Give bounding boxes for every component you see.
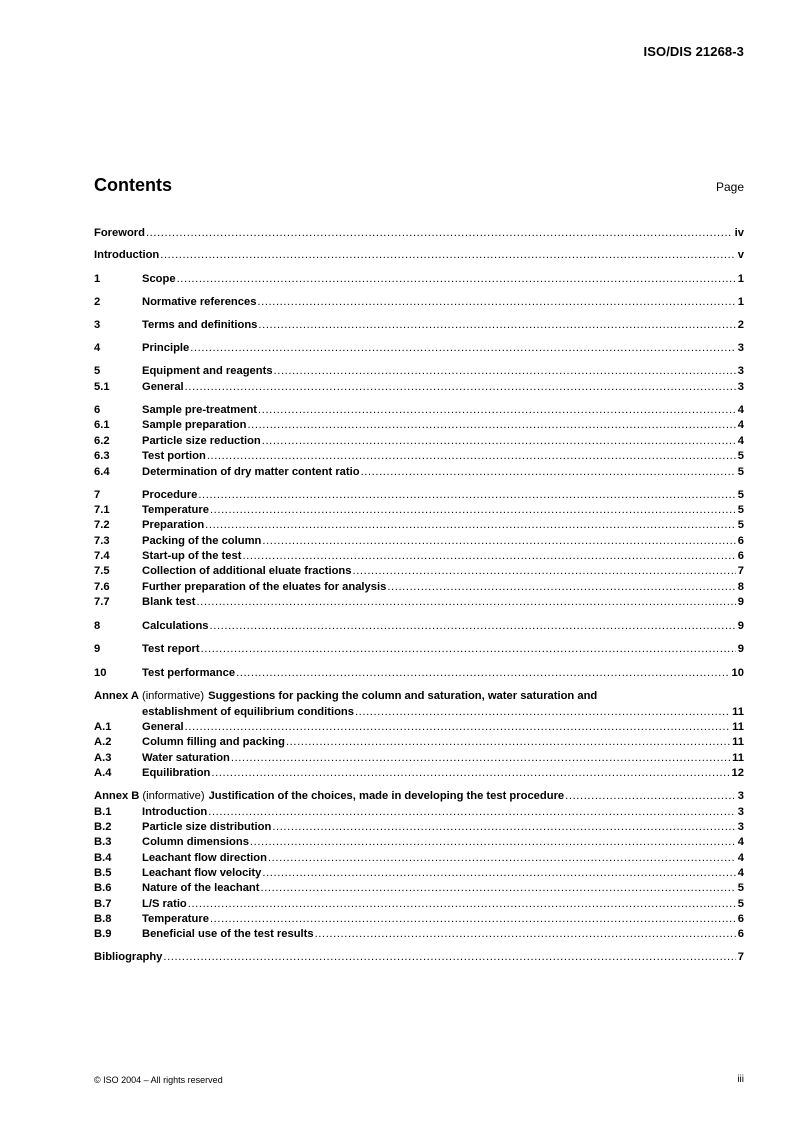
toc-entry-title[interactable]: Particle size reduction — [142, 435, 261, 447]
toc-entry-title[interactable]: Normative references — [142, 296, 257, 308]
toc-entry[interactable] — [94, 403, 744, 417]
annex-a-heading[interactable] — [94, 689, 744, 703]
toc-entry-number: A.2 — [94, 736, 112, 748]
dot-leader — [190, 341, 736, 355]
toc-entry-page[interactable]: 12 — [731, 767, 744, 779]
toc-entry-title[interactable]: Collection of additional eluate fractions — [142, 565, 352, 577]
toc-entry[interactable] — [94, 449, 744, 463]
toc-entry-page[interactable]: 5 — [737, 489, 744, 501]
toc-entry-number: 8 — [94, 620, 101, 632]
dot-leader — [262, 434, 736, 448]
dot-leader — [146, 226, 733, 240]
toc-entry-number: 6 — [94, 404, 101, 416]
toc-entry-number: B.7 — [94, 898, 112, 910]
toc-entry[interactable] — [94, 418, 744, 432]
dot-leader — [188, 897, 736, 911]
annex-a-heading-continuation[interactable] — [94, 705, 744, 719]
toc-entry-page[interactable]: 3 — [737, 381, 744, 393]
toc-entry-page[interactable]: v — [737, 249, 744, 261]
dot-leader — [272, 820, 735, 834]
dot-leader — [207, 449, 736, 463]
toc-entry[interactable] — [94, 318, 744, 332]
annex-label: Annex A — [94, 690, 139, 702]
dot-leader — [250, 835, 736, 849]
toc-entry[interactable] — [94, 666, 744, 680]
toc-entry-page[interactable]: 6 — [737, 550, 744, 562]
toc-entry-number: 6.3 — [94, 450, 110, 462]
toc-entry-title[interactable]: Equilibration — [142, 767, 211, 779]
dot-leader — [242, 549, 735, 563]
toc-entry-number: 7.5 — [94, 565, 110, 577]
toc-entry-number: B.6 — [94, 882, 112, 894]
toc-entry-number: B.3 — [94, 836, 112, 848]
toc-entry-title[interactable]: Calculations — [142, 620, 209, 632]
toc-entry-title[interactable]: Test portion — [142, 450, 206, 462]
toc-entry-number: 9 — [94, 643, 101, 655]
toc-entry-title[interactable]: Particle size distribution — [142, 821, 272, 833]
toc-entry[interactable] — [94, 897, 744, 911]
dot-leader — [185, 720, 731, 734]
toc-entry-title[interactable]: Packing of the column — [142, 535, 262, 547]
toc-entry[interactable] — [94, 595, 744, 609]
toc-entry-page[interactable]: 8 — [737, 581, 744, 593]
dot-leader — [210, 503, 736, 517]
toc-entry[interactable] — [94, 503, 744, 517]
toc-entry-number: 6.4 — [94, 466, 110, 478]
annex-informative-tag: (informative) — [142, 790, 205, 802]
toc-entry-title[interactable]: Blank test — [142, 596, 196, 608]
toc-entry[interactable] — [94, 549, 744, 563]
toc-entry-title[interactable]: Temperature — [142, 504, 209, 516]
dot-leader — [198, 488, 735, 502]
document-id-header: ISO/DIS 21268-3 — [643, 44, 744, 59]
toc-entry-page[interactable]: 9 — [737, 643, 744, 655]
toc-entry[interactable] — [94, 866, 744, 880]
dot-leader — [201, 642, 736, 656]
contents-heading: Contents — [94, 175, 172, 195]
dot-leader — [211, 766, 729, 780]
toc-entry-page[interactable]: 3 — [737, 790, 744, 802]
toc-entry-number: A.4 — [94, 767, 112, 779]
toc-entry[interactable] — [94, 720, 744, 734]
toc-entry-title[interactable]: Start-up of the test — [142, 550, 242, 562]
toc-entry-title[interactable]: Temperature — [142, 913, 209, 925]
toc-entry-title[interactable]: Water saturation — [142, 752, 230, 764]
dot-leader — [387, 580, 735, 594]
dot-leader — [163, 950, 735, 964]
toc-entry-number: 7.2 — [94, 519, 110, 531]
toc-entry-page[interactable]: 6 — [737, 928, 744, 940]
toc-entry[interactable] — [94, 851, 744, 865]
toc-entry-title[interactable]: Leachant flow direction — [142, 852, 267, 864]
toc-entry-title[interactable]: Determination of dry matter content ratio — [142, 466, 360, 478]
annex-informative-tag: (informative) — [141, 690, 205, 702]
dot-leader — [231, 751, 730, 765]
toc-entry-number: 3 — [94, 319, 101, 331]
toc-entry-page[interactable]: 3 — [737, 821, 744, 833]
toc-entry-number: B.2 — [94, 821, 112, 833]
toc-entry-title[interactable]: Equipment and reagents — [142, 365, 273, 377]
toc-entry-number: 6.2 — [94, 435, 110, 447]
toc-entry-page[interactable]: 6 — [737, 535, 744, 547]
toc-entry-page[interactable]: 4 — [737, 867, 744, 879]
toc-entry-number: B.5 — [94, 867, 112, 879]
annex-title-continuation[interactable]: establishment of equilibrium conditions — [142, 706, 354, 718]
toc-entry-number: 5 — [94, 365, 101, 377]
dot-leader — [361, 465, 736, 479]
toc-entry[interactable] — [94, 805, 744, 819]
toc-entry[interactable] — [94, 735, 744, 749]
toc-entry-number: B.9 — [94, 928, 112, 940]
dot-leader — [315, 927, 736, 941]
toc-entry[interactable] — [94, 564, 744, 578]
dot-leader — [247, 418, 735, 432]
toc-entry[interactable] — [94, 465, 744, 479]
dot-leader — [286, 735, 730, 749]
toc-entry-title[interactable]: Further preparation of the eluates for analysis — [142, 581, 387, 593]
dot-leader — [274, 364, 736, 378]
dot-leader — [236, 666, 729, 680]
toc-entry[interactable] — [94, 226, 744, 240]
toc-entry[interactable] — [94, 248, 744, 262]
toc-entry-title[interactable]: Introduction — [94, 249, 160, 261]
toc-entry-number: 1 — [94, 273, 101, 285]
toc-entry-page[interactable]: 5 — [737, 450, 744, 462]
toc-entry-title[interactable]: Procedure — [142, 489, 198, 501]
toc-entry-title[interactable]: Sample preparation — [142, 419, 247, 431]
toc-entry[interactable] — [94, 835, 744, 849]
toc-entry-title[interactable]: Scope — [142, 273, 176, 285]
toc-entry-number: 4 — [94, 342, 101, 354]
footer-page-number: iii — [737, 1074, 744, 1085]
toc-entry-title[interactable]: Column dimensions — [142, 836, 249, 848]
toc-entry-page[interactable]: 2 — [737, 319, 744, 331]
toc-entry-title[interactable]: Sample pre-treatment — [142, 404, 258, 416]
dot-leader — [268, 851, 736, 865]
toc-entry-number: B.1 — [94, 806, 112, 818]
dot-leader — [258, 318, 735, 332]
toc-entry-page[interactable]: 7 — [737, 565, 744, 577]
toc-entry-title[interactable]: L/S ratio — [142, 898, 187, 910]
toc-entry-number: 7.7 — [94, 596, 110, 608]
toc-entry-page[interactable]: 9 — [737, 596, 744, 608]
toc-entry-number: B.4 — [94, 852, 112, 864]
toc-entry[interactable] — [94, 534, 744, 548]
toc-entry[interactable] — [94, 434, 744, 448]
toc-entry-title[interactable]: Principle — [142, 342, 190, 354]
toc-entry-page[interactable]: 9 — [737, 620, 744, 632]
toc-entry-title[interactable]: Terms and definitions — [142, 319, 258, 331]
toc-entry-page[interactable]: 5 — [737, 504, 744, 516]
toc-entry-number: 6.1 — [94, 419, 110, 431]
annex-title: Suggestions for packing the column and saturation, water saturation and — [208, 690, 598, 702]
toc-entry-title[interactable]: Bibliography — [94, 951, 163, 963]
toc-entry[interactable] — [94, 488, 744, 502]
toc-entry-number: A.1 — [94, 721, 112, 733]
dot-leader — [352, 564, 735, 578]
toc-entry-number: 7.1 — [94, 504, 110, 516]
toc-entry-title[interactable]: Foreword — [94, 227, 145, 239]
dot-leader — [262, 866, 735, 880]
toc-entry-page[interactable]: 7 — [737, 951, 744, 963]
toc-entry-page[interactable]: 4 — [737, 419, 744, 431]
toc-entry-title[interactable]: Test performance — [142, 667, 236, 679]
toc-entry-title[interactable]: Beneficial use of the test results — [142, 928, 314, 940]
annex-title-text: Justification of the choices, made in developing the test procedure — [208, 790, 565, 802]
toc-entry[interactable] — [94, 642, 744, 656]
toc-entry[interactable] — [94, 295, 744, 309]
toc-entry[interactable] — [94, 341, 744, 355]
toc-entry-page[interactable]: 4 — [737, 852, 744, 864]
toc-entry-page[interactable]: 4 — [737, 836, 744, 848]
toc-entry-title[interactable]: Nature of the leachant — [142, 882, 260, 894]
toc-entry-title[interactable]: Introduction — [142, 806, 208, 818]
dot-leader — [205, 518, 736, 532]
toc-entry-page[interactable]: 5 — [737, 882, 744, 894]
footer-copyright: © ISO 2004 – All rights reserved — [94, 1075, 223, 1085]
annex-b-heading[interactable] — [94, 789, 744, 803]
dot-leader — [185, 380, 736, 394]
toc-entry[interactable] — [94, 766, 744, 780]
toc-entry[interactable] — [94, 751, 744, 765]
toc-entry-page[interactable]: 5 — [737, 898, 744, 910]
toc-entry-page[interactable]: 3 — [737, 365, 744, 377]
toc-entry-number: B.8 — [94, 913, 112, 925]
toc-entry-number: 7.3 — [94, 535, 110, 547]
toc-entry[interactable] — [94, 272, 744, 286]
toc-entry-title[interactable]: Leachant flow velocity — [142, 867, 262, 879]
dot-leader — [258, 403, 736, 417]
dot-leader — [565, 789, 736, 803]
toc-entry-page[interactable]: 4 — [737, 435, 744, 447]
toc-entry-page[interactable]: 11 — [732, 721, 744, 733]
toc-entry[interactable] — [94, 950, 744, 964]
toc-entry-page[interactable]: 6 — [737, 913, 744, 925]
toc-entry-title[interactable]: Column filling and packing — [142, 736, 285, 748]
dot-leader — [261, 881, 736, 895]
toc-entry-page[interactable]: 1 — [737, 296, 744, 308]
dot-leader — [208, 805, 736, 819]
toc-entry-number: 7.6 — [94, 581, 110, 593]
toc-entry-number: 10 — [94, 667, 107, 679]
toc-entry-number: 2 — [94, 296, 101, 308]
toc-entry[interactable] — [94, 364, 744, 378]
dot-leader — [177, 272, 736, 286]
toc-entry[interactable] — [94, 380, 744, 394]
toc-entry[interactable] — [94, 518, 744, 532]
toc-entry[interactable] — [94, 912, 744, 926]
dot-leader — [160, 248, 736, 262]
toc-entry-title[interactable]: Test report — [142, 643, 200, 655]
dot-leader — [355, 705, 730, 719]
toc-entry-page[interactable]: 4 — [737, 404, 744, 416]
toc-entry-title[interactable]: General — [142, 721, 184, 733]
toc-entry-page[interactable]: 11 — [732, 706, 744, 718]
toc-entry[interactable] — [94, 927, 744, 941]
toc-entry-page[interactable]: 3 — [737, 342, 744, 354]
dot-leader — [196, 595, 735, 609]
dot-leader — [210, 619, 736, 633]
toc-entry-title[interactable]: General — [142, 381, 184, 393]
dot-leader — [210, 912, 736, 926]
dot-leader — [262, 534, 735, 548]
toc-entry-number: 7 — [94, 489, 101, 501]
toc-entry-number: 7.4 — [94, 550, 110, 562]
annex-label: Annex B — [94, 790, 140, 802]
toc-entry-title[interactable]: Preparation — [142, 519, 205, 531]
annex-title[interactable] — [94, 789, 564, 803]
toc-entry-page[interactable]: 5 — [737, 466, 744, 478]
toc-entry-page[interactable]: 11 — [732, 752, 744, 764]
dot-leader — [257, 295, 735, 309]
toc-entry-number: A.3 — [94, 752, 112, 764]
toc-entry-page[interactable]: 3 — [737, 806, 744, 818]
toc-entry[interactable] — [94, 820, 744, 834]
toc-entry-page[interactable]: 5 — [737, 519, 744, 531]
toc-entry-page[interactable]: iv — [734, 227, 744, 239]
page-column-label: Page — [715, 180, 744, 194]
toc-entry-page[interactable]: 11 — [732, 736, 744, 748]
toc-entry[interactable] — [94, 580, 744, 594]
toc-entry-page[interactable]: 10 — [731, 667, 744, 679]
toc-entry-page[interactable]: 1 — [737, 273, 744, 285]
toc-entry[interactable] — [94, 619, 744, 633]
toc-entry-number: 5.1 — [94, 381, 110, 393]
toc-entry[interactable] — [94, 881, 744, 895]
